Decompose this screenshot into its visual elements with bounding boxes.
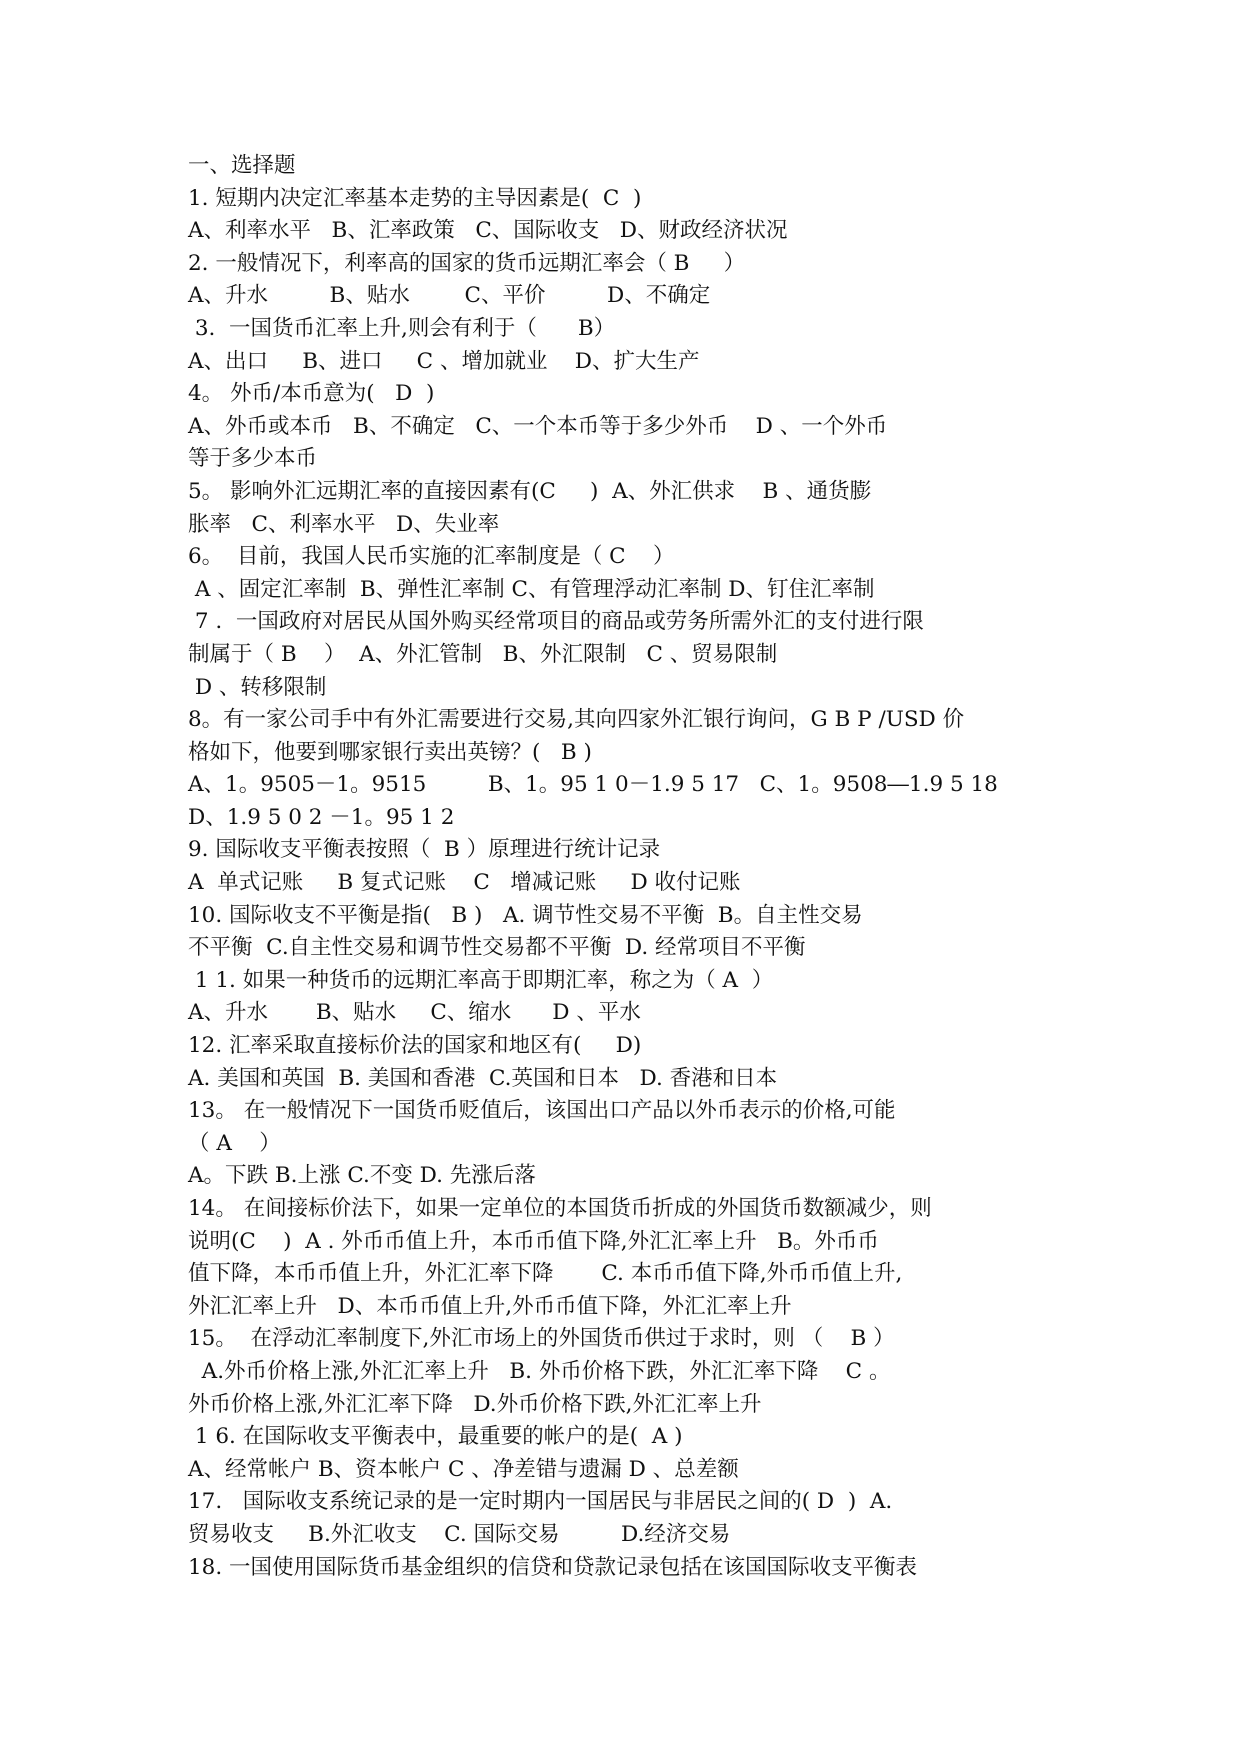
text-line: A、经常帐户 B、资本帐户 C 、净差错与遗漏 D 、总差额: [188, 1456, 739, 1482]
text-line: 不平衡 C.自主性交易和调节性交易都不平衡 D. 经常项目不平衡: [188, 935, 806, 961]
text-line: 14。 在间接标价法下，如果一定单位的本国货币折成的外国货币数额减少，则: [188, 1196, 932, 1221]
text-line: 制属于（ B ） A、外汇管制 B、外汇限制 C 、贸易限制: [188, 641, 778, 667]
text-line: 12. 汇率采取直接标价法的国家和地区有( D): [188, 1033, 642, 1059]
text-line: D 、转移限制: [188, 674, 327, 700]
text-line: A 、固定汇率制 B、弹性汇率制 C、有管理浮动汇率制 D、钉住汇率制: [188, 576, 875, 602]
text-line: A、1。9505－1。9515 B、1。95 1 0－1.9 5 17 C、1。9508―1.9 5 18: [188, 772, 998, 798]
text-line: 等于多少本币: [188, 446, 318, 472]
text-line: 7 . 一国政府对居民从国外购买经常项目的商品或劳务所需外汇的支付进行限: [188, 609, 924, 635]
text-line: 17. 国际收支系统记录的是一定时期内一国居民与非居民之间的( D ) A.: [188, 1489, 893, 1515]
text-line: （ A ）: [188, 1130, 281, 1156]
text-line: 15。 在浮动汇率制度下,外汇市场上的外国货币供过于求时，则 （ B ）: [188, 1326, 895, 1352]
text-line: 外汇汇率上升 D、本币币值上升,外币币值下降，外汇汇率上升: [188, 1293, 792, 1319]
text-line: 3. 一国货币汇率上升,则会有利于（ B）: [188, 315, 616, 341]
text-line: 说明(C ) A . 外币币值上升，本币币值下降,外汇汇率上升 B。外币币: [188, 1228, 879, 1254]
text-line: D、1.9 5 0 2 －1。95 1 2: [188, 804, 455, 830]
text-line: 4。 外币/本币意为( D ): [188, 381, 435, 407]
text-line: 18. 一国使用国际货币基金组织的信贷和贷款记录包括在该国国际收支平衡表: [188, 1554, 918, 1580]
text-line: A、外币或本币 B、不确定 C、一个本币等于多少外币 D 、一个外币: [188, 413, 888, 439]
text-line: A. 美国和英国 B. 美国和香港 C.英国和日本 D. 香港和日本: [188, 1065, 778, 1091]
text-line: 1 6. 在国际收支平衡表中，最重要的帐户的是( A ): [188, 1424, 683, 1450]
text-line: A.外币价格上涨,外汇汇率上升 B. 外币价格下跌，外汇汇率下降 C 。: [188, 1358, 891, 1384]
text-line: A、升水 B、贴水 C、缩水 D 、平水: [188, 1000, 641, 1026]
text-line: 值下降，本币币值上升，外汇汇率下降 C. 本币币值下降,外币币值上升,: [188, 1261, 903, 1287]
text-line: A、升水 B、贴水 C、平价 D、不确定: [188, 283, 711, 309]
text-line: 一、选择题: [188, 153, 296, 178]
text-line: 外币价格上涨,外汇汇率下降 D.外币价格下跌,外汇汇率上升: [188, 1391, 762, 1417]
text-line: 贸易收支 B.外汇收支 C. 国际交易 D.经济交易: [188, 1521, 731, 1547]
text-line: 13。 在一般情况下一国货币贬值后，该国出口产品以外币表示的价格,可能: [188, 1098, 896, 1124]
text-line: 6。 目前，我国人民币实施的汇率制度是（ C ）: [188, 544, 675, 570]
text-line: 格如下，他要到哪家银行卖出英镑？( B ): [188, 739, 592, 765]
text-line: 9. 国际收支平衡表按照（ B ）原理进行统计记录: [188, 837, 661, 863]
text-line: 1 1. 如果一种货币的远期汇率高于即期汇率，称之为（ A ）: [188, 967, 774, 993]
text-line: 1. 短期内决定汇率基本走势的主导因素是( C ): [188, 185, 642, 211]
text-line: 2. 一般情况下，利率高的国家的货币远期汇率会（ B ）: [188, 250, 746, 276]
text-line: A 单式记账 B 复式记账 C 增减记账 D 收付记账: [188, 870, 741, 896]
text-line: 10. 国际收支不平衡是指( B ) A. 调节性交易不平衡 B。自主性交易: [188, 902, 863, 928]
text-line: A、利率水平 B、汇率政策 C、国际收支 D、财政经济状况: [188, 218, 788, 244]
text-line: A。下跌 B.上涨 C.不变 D. 先涨后落: [188, 1163, 536, 1189]
text-line: 8。有一家公司手中有外汇需要进行交易,其向四家外汇银行询问，G B P /USD 价: [188, 707, 965, 733]
text-line: 5。 影响外汇远期汇率的直接因素有(C ) A、外汇供求 B 、通货膨: [188, 478, 872, 504]
text-line: A、出口 B、进口 C 、增加就业 D、扩大生产: [188, 348, 700, 374]
text-line: 胀率 C、利率水平 D、失业率: [188, 511, 500, 537]
document-body: [188, 150, 1073, 1584]
